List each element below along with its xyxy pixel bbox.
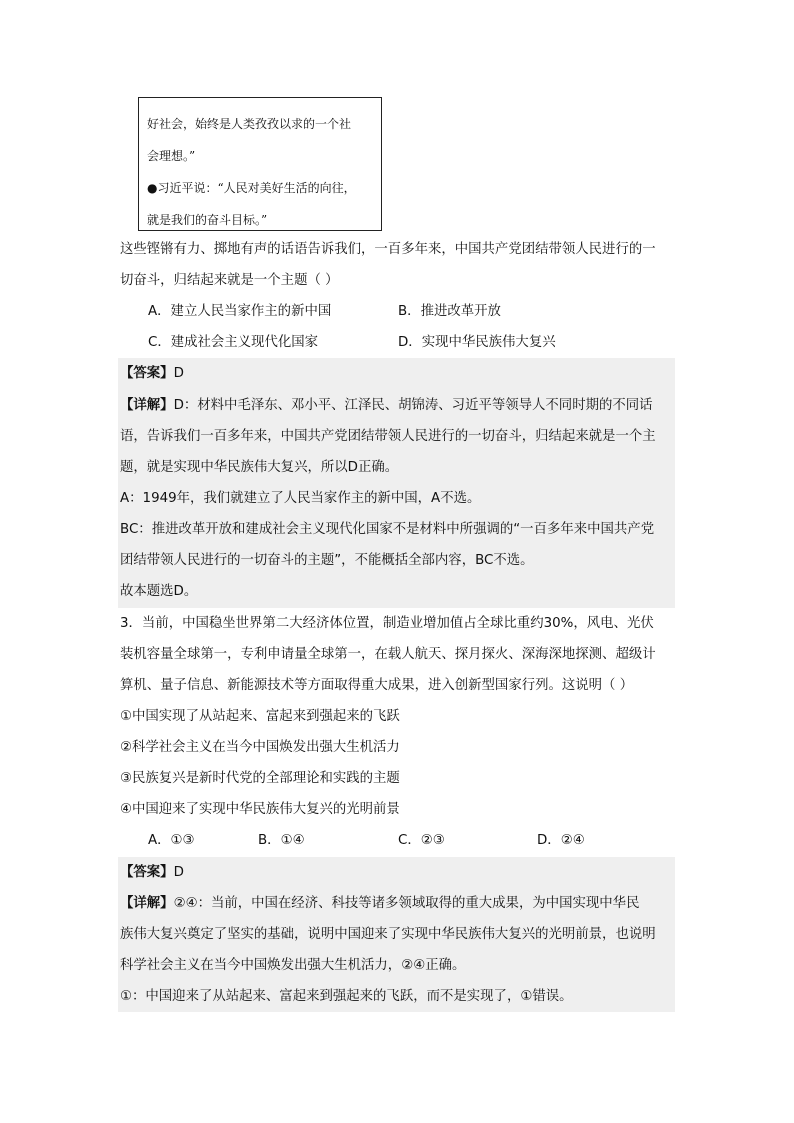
detail-text: ②④：当前，中国在经济、科技等诸多领域取得的重大成果，为中国实现中华民 [173,896,640,911]
q3-option-a: A．①③ [148,833,195,848]
q3-stem-line: 3．当前，中国稳坐世界第二大经济体位置，制造业增加值占全球比重约30%，风电、光伏 [120,616,654,631]
quote-box [138,97,382,231]
q2-stem-line: 切奋斗，归结起来就是一个主题（ ） [120,273,339,288]
quote-line: ●习近平说：“人民对美好生活的向往， [147,181,356,195]
q3-statement-1: ①中国实现了从站起来、富起来到强起来的飞跃 [120,709,400,724]
q2-stem-line: 这些铿锵有力、掷地有声的话语告诉我们，一百多年来，中国共产党团结带领人民进行的一 [120,242,656,257]
q3-stem-line: 算机、量子信息、新能源技术等方面取得重大成果，进入创新型国家行列。这说明（ ） [120,678,634,693]
q3-detail-line: ①：中国迎来了从站起来、富起来到强起来的飞跃，而不是实现了，①错误。 [120,989,573,1004]
detail-label: 【详解】 [120,896,174,911]
q3-detail-line: 族伟大复兴奠定了坚实的基础，说明中国迎来了实现中华民族伟大复兴的光明前景，也说明 [120,927,656,942]
q2-answer [120,364,184,384]
detail-text: D：材料中毛泽东、邓小平、江泽民、胡锦涛、习近平等领导人不同时期的不同话 [173,398,653,413]
q2-detail-line: BC：推进改革开放和建成社会主义现代化国家不是材料中所强调的“一百多年来中国共产党 [120,522,655,537]
q2-detail-line [120,396,653,416]
q2-option-b: B．推进改革开放 [398,304,501,319]
q2-option-c: C．建成社会主义现代化国家 [148,335,319,350]
q3-option-d: D．②④ [537,833,585,848]
quote-line: 会理想。” [147,149,196,163]
q3-stem-line: 装机容量全球第一，专利申请量全球第一，在载人航天、探月探火、深海深地探测、超级计 [120,647,656,662]
q3-option-b: B．①④ [258,833,305,848]
q2-option-d: D．实现中华民族伟大复兴 [398,335,556,350]
q3-statement-3: ③民族复兴是新时代党的全部理论和实践的主题 [120,771,400,786]
answer-label: 【答案】 [120,865,174,880]
q3-option-c: C．②③ [398,833,445,848]
q3-answer [120,863,184,883]
answer-value: D [173,366,184,381]
quote-line: 好社会，始终是人类孜孜以求的一个社 [147,117,352,131]
q2-conclusion: 故本题选D。 [120,584,198,599]
q3-detail-line [120,894,639,914]
q2-detail-line: 语，告诉我们一百多年来，中国共产党团结带领人民进行的一切奋斗，归结起来就是一个主 [120,429,656,444]
quote-line: 就是我们的奋斗目标。” [147,213,268,227]
q2-detail-line: 团结带领人民进行的一切奋斗的主题”，不能概括全部内容，BC不选。 [120,553,534,568]
q2-detail-line: A：1949年，我们就建立了人民当家作主的新中国，A不选。 [120,491,481,506]
q2-option-a: A．建立人民当家作主的新中国 [148,304,332,319]
detail-label: 【详解】 [120,398,174,413]
q3-statement-4: ④中国迎来了实现中华民族伟大复兴的光明前景 [120,802,400,817]
q3-statement-2: ②科学社会主义在当今中国焕发出强大生机活力 [120,740,400,755]
q3-detail-line: 科学社会主义在当今中国焕发出强大生机活力，②④正确。 [120,958,466,973]
q2-detail-line: 题，就是实现中华民族伟大复兴，所以D正确。 [120,460,399,475]
answer-value: D [173,865,184,880]
answer-label: 【答案】 [120,366,174,381]
